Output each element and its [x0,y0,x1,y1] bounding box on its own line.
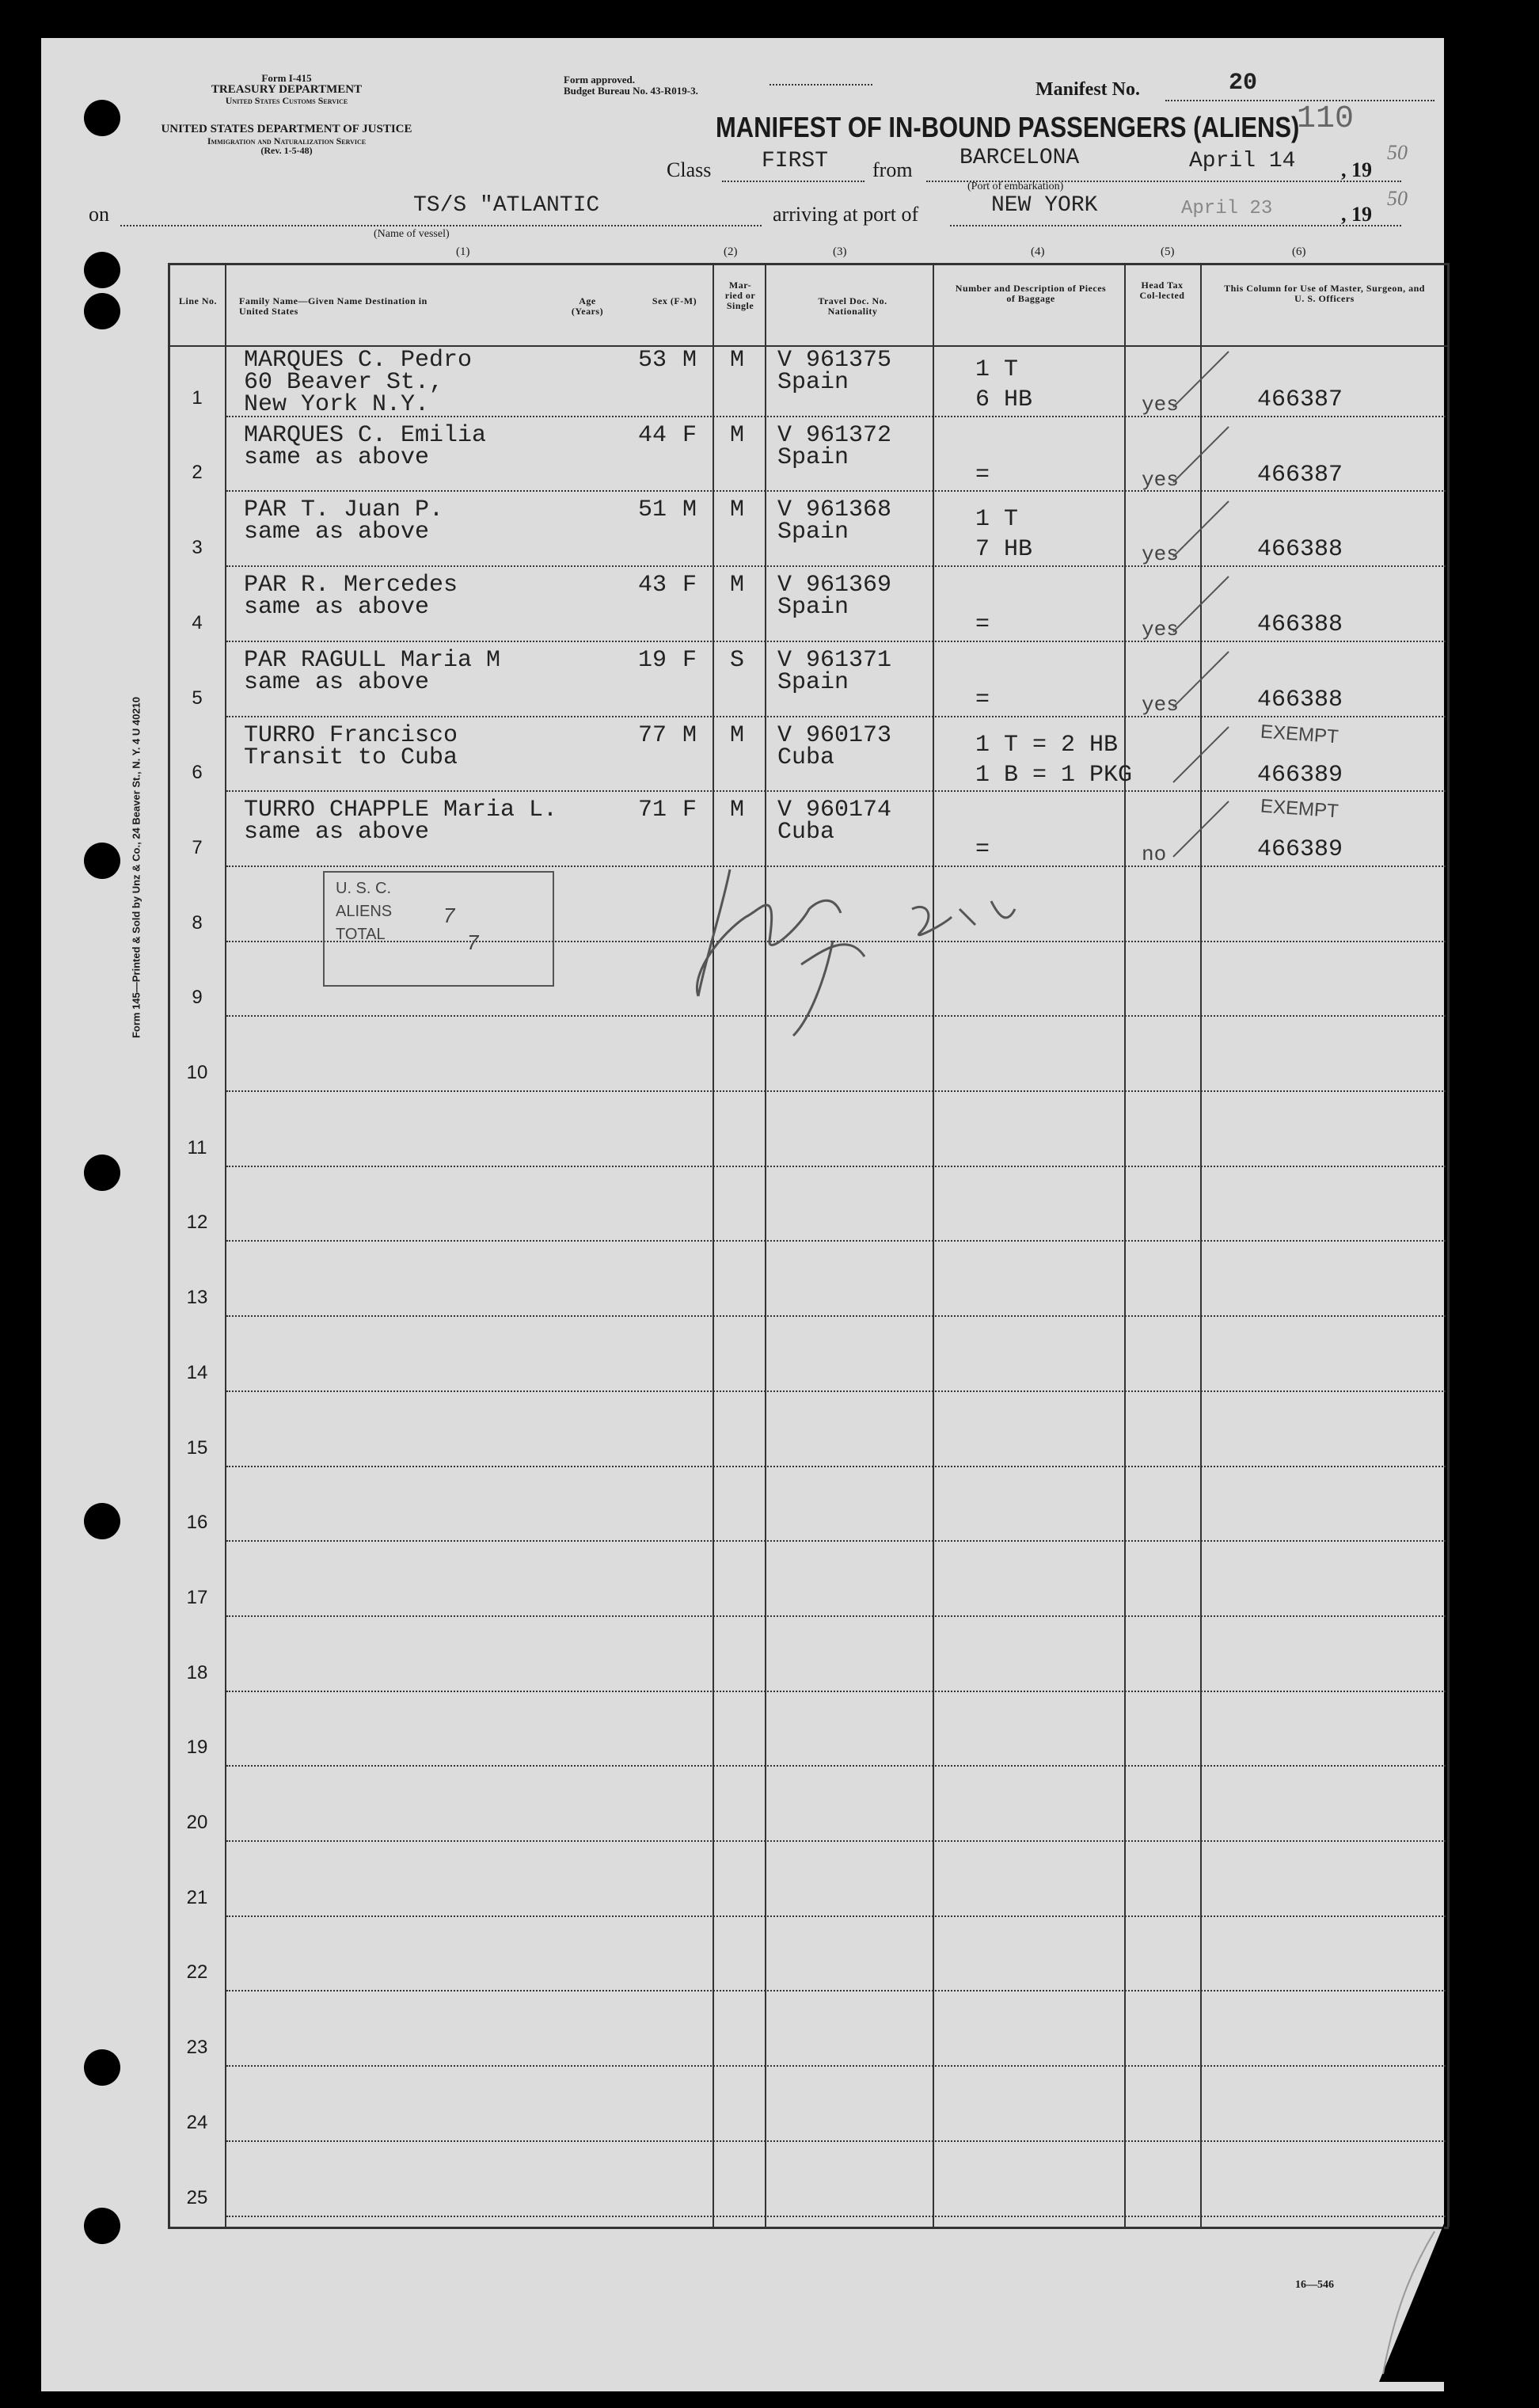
passenger-nationality: Spain [777,369,849,396]
passenger-nationality: Spain [777,594,849,622]
year-handwritten-1: 50 [1387,141,1408,164]
page-no: 110 [1297,101,1355,137]
table-top-border [168,263,1449,265]
baggage-line-2: = [975,461,990,489]
passenger-sex: M [682,347,697,374]
line-number: 19 [186,1737,208,1759]
passenger-married: S [730,646,745,674]
passenger-nationality: Cuba [777,744,835,771]
column-number: (6) [1292,245,1306,258]
from-year-label: , 19 [1341,158,1372,181]
manifest-page [41,38,1444,2391]
check-mark-icon [1165,719,1237,790]
passenger-destination: same as above [244,443,430,471]
header-name: Family Name—Given Name Destination in United States [239,295,428,318]
port-dots [950,225,1401,226]
officer-control-no: 466387 [1257,461,1343,489]
row-dotted-line [226,1540,1446,1542]
year-handwritten-2: 50 [1387,187,1408,210]
baggage-line-1: 1 T [975,356,1019,383]
justice-block [120,124,453,156]
baggage-line-1: 1 T = 2 HB [975,731,1119,759]
row-dotted-line [226,790,1446,792]
line-number: 16 [186,1512,208,1534]
passenger-destination: same as above [244,819,430,846]
table-right-border [1447,263,1450,2227]
treasury-dept: TREASURY DEPARTMENT [211,82,363,96]
stamp-usc: U. S. C. [336,880,392,897]
officer-note-stamp: EXEMPT [1260,721,1340,748]
check-mark-icon [1165,793,1237,865]
inspector-signature [674,838,1086,1044]
line-number: 21 [186,1886,208,1908]
line-number: 15 [186,1436,208,1459]
from-date: April 14 [1189,149,1296,173]
manifest-title: MANIFEST OF IN-BOUND PASSENGERS (ALIENS) [716,111,1300,143]
passenger-sex: F [682,646,697,674]
form-agency-block [160,73,413,106]
row-dotted-line [226,2065,1446,2067]
passenger-name: TURRO Francisco [244,721,458,749]
travel-doc-no: V 961372 [777,421,892,449]
line-number: 13 [186,1287,208,1309]
justice-dept: UNITED STATES DEPARTMENT OF JUSTICE [161,123,412,135]
line-number: 14 [186,1361,208,1383]
row-dotted-line [226,1915,1446,1917]
passenger-nationality: Spain [777,668,849,696]
row-dotted-line [226,1466,1446,1467]
officer-control-no: 466388 [1257,536,1343,564]
passenger-destination: same as above [244,594,430,622]
passenger-name: MARQUES C. Emilia [244,421,487,449]
passenger-name: PAR T. Juan P. [244,496,444,524]
form-approved: Form approved. [564,74,636,86]
row-dotted-line [226,1615,1446,1617]
header-sex: Sex (F-M) [652,295,697,306]
line-number: 12 [186,1212,208,1234]
line-number: 25 [186,2186,208,2208]
ins-service: Immigration and Naturalization Service [207,135,367,146]
binder-hole [84,2208,120,2244]
travel-doc-no: V 961375 [777,347,892,374]
travel-doc-no: V 961368 [777,496,892,524]
line-number: 7 [192,836,203,858]
head-tax-collected: yes [1142,618,1179,642]
page-corner-curl [1379,2224,1444,2382]
travel-doc-no: V 960173 [777,721,892,749]
passenger-destination: 60 Beaver St., [244,369,444,396]
passenger-age: 19 [637,646,667,674]
passenger-destination: same as above [244,668,430,696]
passenger-age: 53 [637,347,667,374]
passenger-destination: same as above [244,519,430,546]
passenger-age: 44 [637,421,667,449]
line-number: 9 [192,987,203,1009]
line-number: 5 [192,687,203,709]
approval-dots [770,84,872,86]
col-divider [765,263,766,2227]
col-divider [225,263,226,2227]
line-number: 22 [186,1961,208,1984]
line-number: 3 [192,537,203,559]
row-dotted-line [226,716,1446,717]
row-dotted-line [226,1315,1446,1317]
travel-doc-no: V 961369 [777,572,892,599]
passenger-married: M [730,572,745,599]
stamp-total-label: TOTAL [336,926,386,943]
header-baggage: Number and Description of Pieces of Baggage [955,283,1107,305]
stamp-aliens-label: ALIENS [336,903,393,920]
port-value: NEW YORK [991,193,1098,218]
passenger-nationality: Cuba [777,819,835,846]
passenger-married: M [730,347,745,374]
side-imprint-text: Form 145—Printed & Sold by Unz & Co., 24 Beaver St., N. Y. 4 U 40210 [130,696,142,1039]
col-divider [712,263,714,2227]
baggage-line-2: 7 HB [975,536,1033,564]
head-tax-collected: yes [1142,393,1179,417]
arriving-label: arriving at port of [773,203,919,226]
line-number: 24 [186,2111,208,2133]
officer-control-no: 466387 [1257,386,1343,413]
passenger-name: PAR R. Mercedes [244,572,458,599]
row-dotted-line [226,1240,1446,1242]
row-dotted-line [226,1990,1446,1991]
head-tax-collected: yes [1142,542,1179,567]
passenger-married: M [730,721,745,749]
binder-hole [84,293,120,329]
passenger-age: 51 [637,496,667,524]
passenger-destination: Transit to Cuba [244,744,458,771]
head-tax-collected: no [1142,843,1167,867]
header-line-no: Line No. [178,295,217,306]
check-mark-icon [1165,569,1237,640]
column-number: (1) [456,245,470,258]
passenger-name: MARQUES C. Pedro [244,347,473,374]
column-number: (5) [1161,245,1175,258]
line-number: 2 [192,462,203,484]
line-number: 18 [186,1661,208,1683]
officer-note-stamp: EXEMPT [1260,795,1340,823]
line-number: 6 [192,762,203,784]
stamp-aliens-count: 7 [443,903,455,927]
row-dotted-line [226,565,1446,567]
table-bottom-border [168,2227,1449,2229]
baggage-line-2: = [975,611,990,639]
row-dotted-line [226,1390,1446,1392]
head-tax-collected: yes [1142,692,1179,717]
check-mark-icon [1165,644,1237,715]
footer-code: 16—546 [1295,2279,1334,2291]
passenger-name: PAR RAGULL Maria M [244,646,501,674]
row-dotted-line [226,1090,1446,1092]
baggage-line-2: 6 HB [975,386,1033,413]
passenger-age: 71 [637,797,667,824]
line-number: 11 [187,1136,207,1158]
from-label: from [872,158,913,181]
officer-control-no: 466388 [1257,611,1343,639]
officer-control-no: 466389 [1257,836,1343,864]
row-dotted-line [226,1840,1446,1842]
port-caption: (Port of embarkation) [967,181,1064,192]
row-dotted-line [226,641,1446,642]
header-age: Age (Years) [571,295,604,318]
passenger-sex: M [682,496,697,524]
class-value: FIRST [762,149,829,173]
passenger-nationality: Spain [777,519,849,546]
table-left-border [168,263,170,2227]
binder-hole [84,100,120,136]
vessel-name: TS/S "ATLANTIC [413,193,600,218]
column-number: (3) [833,245,847,258]
row-dotted-line [226,490,1446,492]
line-number: 17 [186,1586,208,1608]
head-tax-collected: yes [1142,467,1179,492]
col-divider [1124,263,1126,2227]
header-married: Mar-ried or Single [724,280,756,312]
stamp-total-count: 7 [467,930,479,954]
header-head-tax: Head Tax Col-lected [1139,280,1185,302]
vessel-caption: (Name of vessel) [374,228,450,240]
passenger-sex: F [682,421,697,449]
passenger-name: TURRO CHAPPLE Maria L. [244,797,558,824]
customs-service: United States Customs Service [225,95,348,107]
passenger-married: M [730,797,745,824]
vessel-dots [120,225,762,226]
officer-control-no: 466388 [1257,686,1343,713]
line-number: 23 [186,2037,208,2059]
passenger-age: 43 [637,572,667,599]
line-number: 1 [192,386,203,409]
uscs-stamp [323,871,554,987]
passenger-age: 77 [637,721,667,749]
travel-doc-no: V 961371 [777,646,892,674]
passenger-sex: M [682,721,697,749]
line-number: 10 [186,1062,208,1083]
check-mark-icon [1165,493,1237,565]
baggage-line-1: 1 T [975,506,1019,534]
binder-hole [84,2049,120,2086]
passenger-sex: F [682,797,697,824]
passenger-sex: F [682,572,697,599]
officer-control-no: 466389 [1257,761,1343,789]
column-number: (4) [1031,245,1045,258]
row-dotted-line [226,1166,1446,1167]
manifest-no-label: Manifest No. [1036,79,1140,100]
class-label: Class [667,158,712,181]
row-dotted-line [226,2140,1446,2142]
binder-hole [84,252,120,288]
revision: (Rev. 1-5-48) [260,145,313,157]
binder-hole [84,1155,120,1191]
passenger-married: M [730,496,745,524]
arrival-date: April 23 [1181,198,1273,219]
binder-hole [84,843,120,879]
row-dotted-line [226,1765,1446,1767]
line-number: 4 [192,611,203,633]
check-mark-icon [1165,344,1237,415]
arrival-year-label: , 19 [1341,203,1372,226]
passenger-nationality: Spain [777,443,849,471]
baggage-line-2: 1 B = 1 PKG [975,761,1133,789]
row-dotted-line [226,1691,1446,1692]
form-number: Form I-415 [261,72,312,84]
binder-hole [84,1503,120,1539]
passenger-destination-2: New York N.Y. [244,391,430,418]
on-label: on [89,203,109,226]
col-divider [933,263,934,2227]
line-number: 8 [192,911,203,934]
class-dots [722,181,864,182]
travel-doc-no: V 960174 [777,797,892,824]
column-number: (2) [724,245,738,258]
manifest-no-value: 20 [1229,70,1258,97]
approval-block [564,74,698,96]
check-mark-icon [1165,419,1237,490]
passenger-married: M [730,421,745,449]
line-number: 20 [186,1812,208,1833]
header-travel-doc: Travel Doc. No. Nationality [818,295,887,318]
header-officers: This Column for Use of Master, Surgeon, and U. S. Officers [1224,283,1425,305]
baggage-line-2: = [975,836,990,864]
from-value: BARCELONA [960,146,1080,170]
row-dotted-line [226,2216,1446,2217]
baggage-line-2: = [975,686,990,713]
side-imprint [131,646,142,1090]
budget-bureau: Budget Bureau No. 43-R019-3. [564,84,698,97]
